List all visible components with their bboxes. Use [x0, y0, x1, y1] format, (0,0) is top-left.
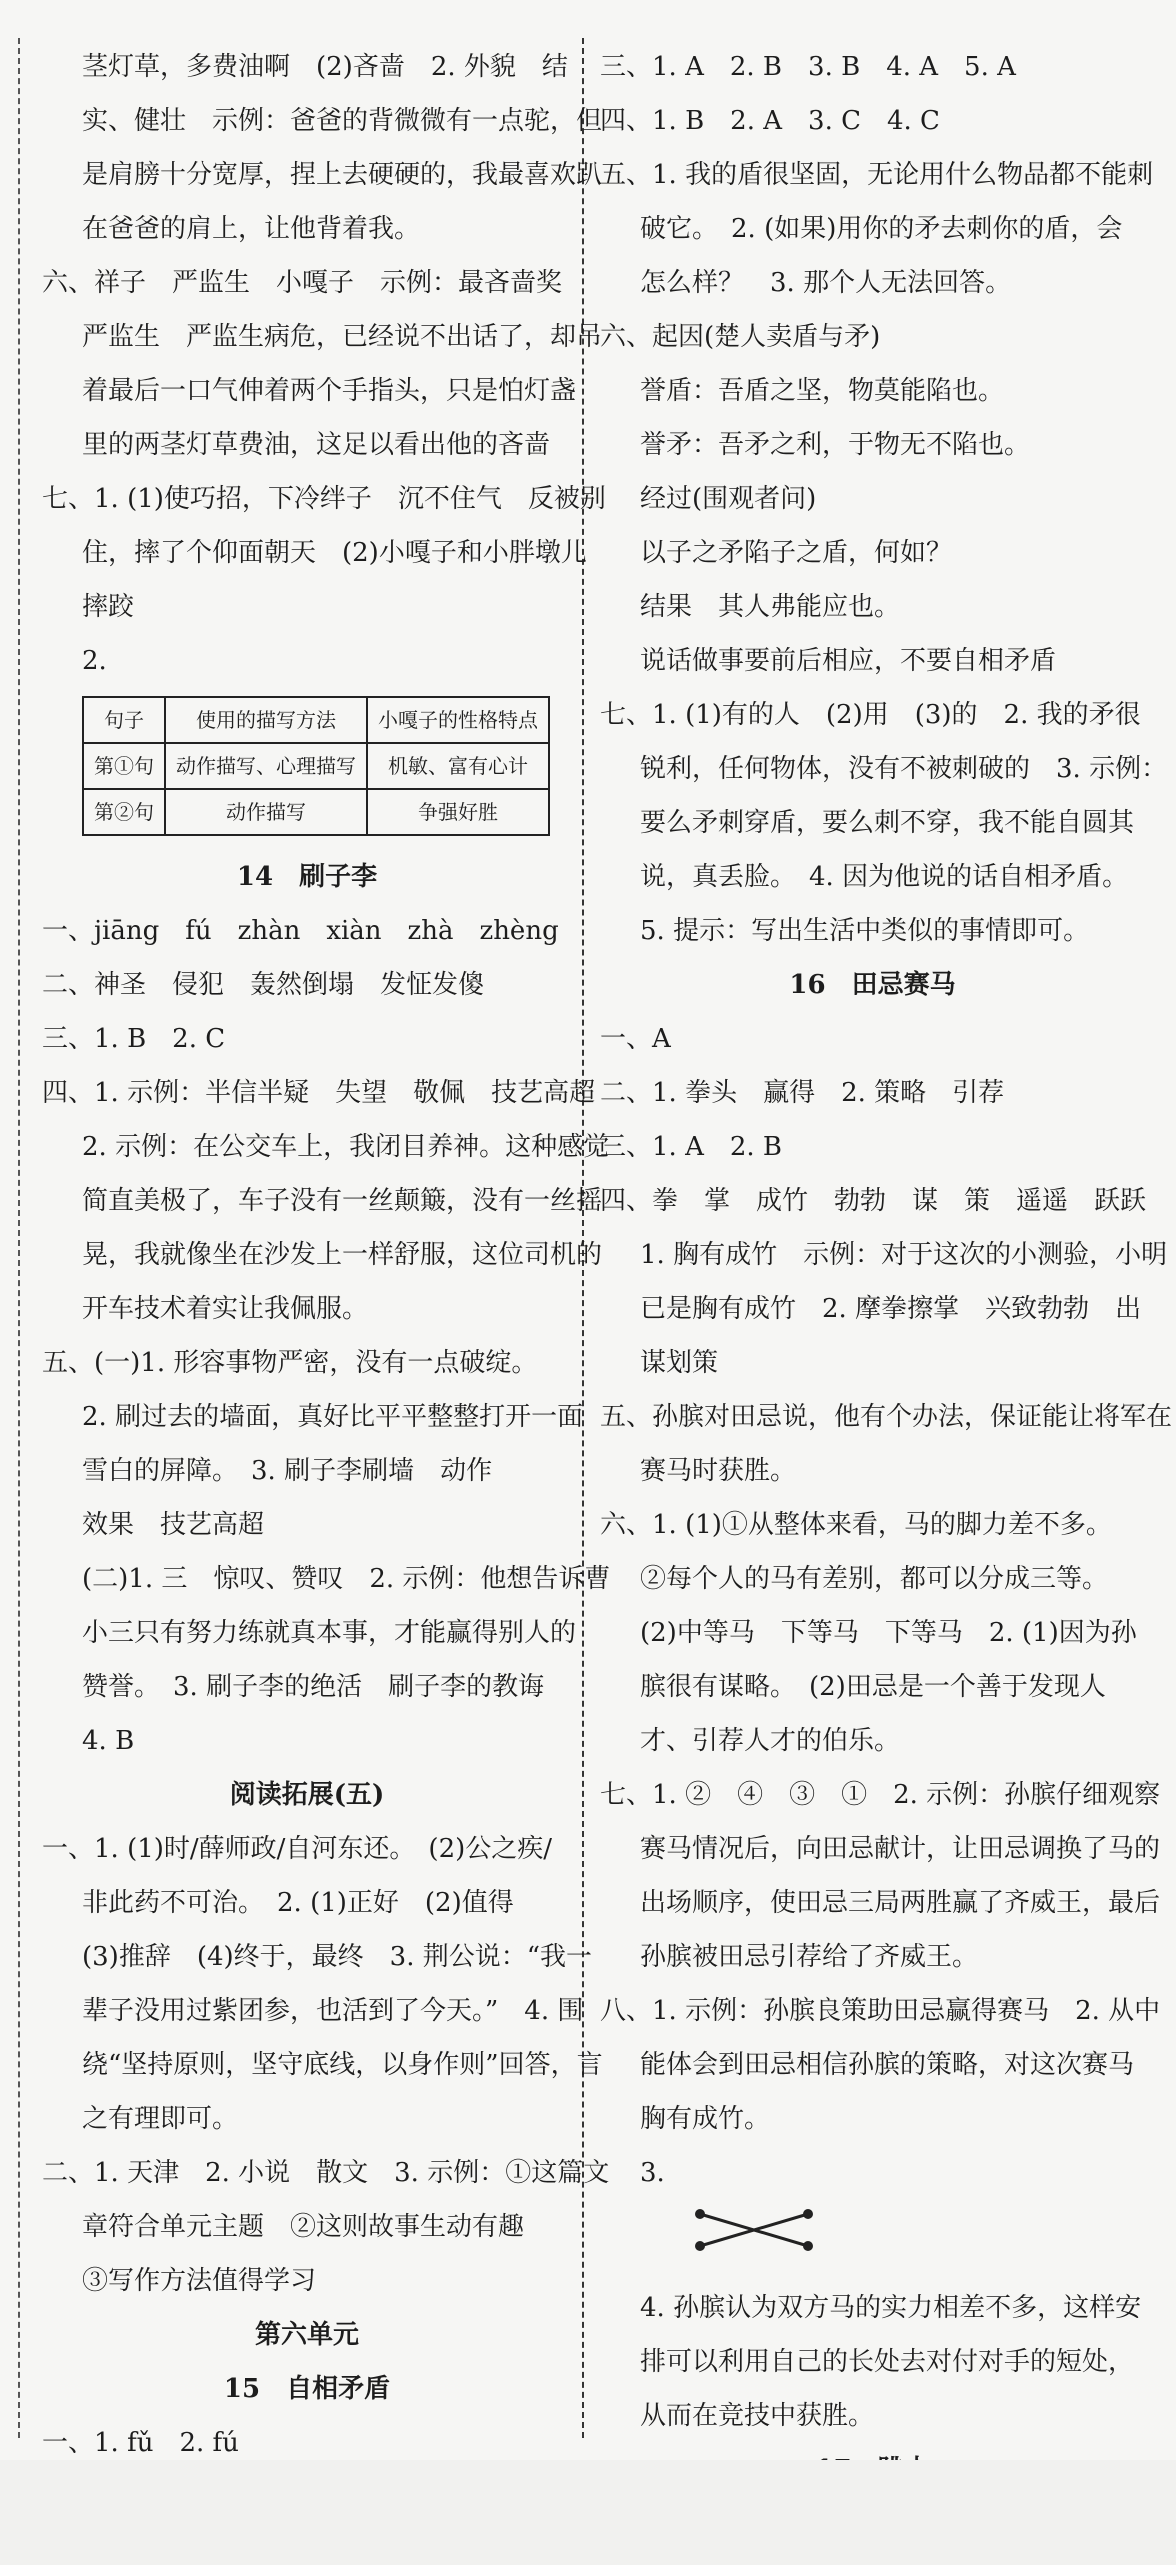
answer-line: 七、1. (1)使巧招，下冷绊子 沉不住气 反被别: [42, 484, 606, 514]
answer-line: 赞誉。 3. 刷子李的绝活 刷子李的教诲: [82, 1672, 545, 1702]
answer-line: 是肩膀十分宽厚，捏上去硬硬的，我最喜欢趴: [82, 160, 603, 190]
answer-line: 一、1. (1)时/薛师政/自河东还。 (2)公之疾/: [42, 1834, 553, 1864]
answer-line: 七、1. ② ④ ③ ① 2. 示例：孙膑仔细观察: [600, 1780, 1161, 1810]
answer-line: 雪白的屏障。 3. 刷子李刷墙 动作: [82, 1456, 493, 1486]
table-cell: 机敏、富有心计: [367, 743, 549, 789]
answer-line: 八、1. 示例：孙膑良策助田忌赢得赛马 2. 从中: [600, 1996, 1161, 2026]
binding-margin-rule: [18, 38, 20, 2438]
answer-line: 简直美极了，车子没有一丝颠簸，没有一丝摇: [82, 1186, 603, 1216]
lesson-title: 14 刷子李: [236, 862, 378, 892]
answer-line: 排可以利用自己的长处去对付对手的短处，: [640, 2347, 1135, 2377]
answer-line: 2.: [82, 646, 107, 676]
unit-title: 第六单元: [254, 2320, 359, 2350]
answer-line: 七、1. (1)有的人 (2)用 (3)的 2. 我的矛很: [600, 700, 1141, 730]
answer-line: 以子之矛陷子之盾，何如？: [640, 538, 953, 568]
answer-line: 誉矛：吾矛之利，于物无不陷也。: [640, 430, 1031, 460]
answer-line: 六、起因(楚人卖盾与矛): [600, 322, 881, 352]
answer-line: 二、神圣 侵犯 轰然倒塌 发怔发傻: [42, 970, 485, 1000]
answer-line: 谋划策: [640, 1348, 719, 1378]
table-cell: 第①句: [83, 743, 165, 789]
answer-line: ②每个人的马有差别，都可以分成三等。: [640, 1564, 1109, 1594]
answer-line: 辈子没用过紫团参，也活到了今天。” 4. 围: [82, 1996, 584, 2026]
answer-line: 六、1. (1)①从整体来看，马的脚力差不多。: [600, 1510, 1112, 1540]
answer-line: 开车技术着实让我佩服。: [82, 1294, 369, 1324]
table-row: [83, 743, 549, 789]
answer-line: 怎么样？ 3. 那个人无法回答。: [640, 268, 1012, 298]
answer-line: 四、1. 示例：半信半疑 失望 敬佩 技艺高超: [42, 1078, 596, 1108]
answer-line: 2. 示例：在公交车上，我闭目养神。这种感觉: [82, 1132, 610, 1162]
answer-line: 膑很有谋略。 (2)田忌是一个善于发现人: [640, 1672, 1106, 1702]
answer-line: 结果 其人弗能应也。: [640, 592, 901, 622]
table-cell: 动作描写、心理描写: [165, 743, 367, 789]
answer-line: 孙膑被田忌引荐给了齐威王。: [640, 1942, 979, 1972]
answer-line: 赛马情况后，向田忌献计，让田忌调换了马的: [640, 1834, 1161, 1864]
answer-line: 才、引荐人才的伯乐。: [640, 1726, 901, 1756]
answer-line: 1. 胸有成竹 示例：对于这次的小测验，小明: [640, 1240, 1168, 1270]
answer-line: 三、1. A 2. B 3. B 4. A 5. A: [600, 52, 1016, 82]
answer-line: 要么矛刺穿盾，要么刺不穿，我不能自圆其: [640, 808, 1135, 838]
answer-line: 非此药不可治。 2. (1)正好 (2)值得: [82, 1888, 514, 1918]
answer-line: 里的两茎灯草费油，这足以看出他的吝啬: [82, 430, 551, 460]
answer-line: 五、1. 我的盾很坚固，无论用什么物品都不能刺: [600, 160, 1154, 190]
answer-line: 胸有成竹。: [640, 2104, 771, 2134]
answer-line: 已是胸有成竹 2. 摩拳擦掌 兴致勃勃 出: [640, 1294, 1142, 1324]
answer-line: 晃，我就像坐在沙发上一样舒服，这位司机的: [82, 1240, 603, 1270]
table-header: 使用的描写方法: [165, 697, 367, 743]
answer-line: 赛马时获胜。: [640, 1456, 797, 1486]
answer-line: 4. B: [82, 1726, 135, 1756]
page-bottom-margin: [0, 2460, 1176, 2565]
answer-line: 能体会到田忌相信孙膑的策略，对这次赛马: [640, 2050, 1135, 2080]
table-header: 小嘎子的性格特点: [367, 697, 549, 743]
answer-line: ③写作方法值得学习: [82, 2266, 317, 2296]
answer-line: 从而在竞技中获胜。: [640, 2401, 875, 2431]
left-column: [42, 40, 611, 2524]
answer-line: 四、拳 掌 成竹 勃勃 谋 策 遥遥 跃跃: [600, 1186, 1147, 1216]
matching-lines-figure: [680, 2200, 830, 2262]
answer-line: 住，摔了个仰面朝天 (2)小嘎子和小胖墩儿: [82, 538, 587, 568]
table-cell: 争强好胜: [367, 789, 549, 835]
answer-line: 六、祥子 严监生 小嘎子 示例：最吝啬奖: [42, 268, 563, 298]
answer-line: 说，真丢脸。 4. 因为他说的话自相矛盾。: [640, 862, 1129, 892]
answer-line: 三、1. A 2. B: [600, 1132, 783, 1162]
answer-line: 说话做事要前后相应，不要自相矛盾: [640, 646, 1057, 676]
answer-line: (二)1. 三 惊叹、赞叹 2. 示例：他想告诉曹: [82, 1564, 611, 1594]
right-column: [600, 40, 1173, 2551]
answer-line: 之有理即可。: [82, 2104, 239, 2134]
answer-line: 五、孙膑对田忌说，他有个办法，保证能让将军在: [600, 1402, 1173, 1432]
table-row: [83, 789, 549, 835]
answer-line: 三、1. B 2. C: [42, 1024, 226, 1054]
description-table: [82, 696, 550, 836]
answer-line: 效果 技艺高超: [82, 1510, 265, 1540]
answer-line: 一、jiāng fú zhàn xiàn zhà zhèng: [42, 916, 559, 946]
answer-line: (2)中等马 下等马 下等马 2. (1)因为孙: [640, 1618, 1137, 1648]
answer-line: 一、A: [600, 1024, 671, 1054]
answer-line: 章符合单元主题 ②这则故事生动有趣: [82, 2212, 525, 2242]
answer-line: 二、1. 拳头 赢得 2. 策略 引荐: [600, 1078, 1005, 1108]
answer-line: 3.: [640, 2158, 665, 2188]
answer-line: 绕“坚持原则，坚守底线，以身作则”回答，言: [82, 2050, 603, 2080]
table-header: 句子: [83, 697, 165, 743]
answer-line: 小三只有努力练就真本事，才能赢得别人的: [82, 1618, 577, 1648]
lesson-title: 15 自相矛盾: [223, 2374, 391, 2404]
table-cell: 动作描写: [165, 789, 367, 835]
answer-line: 茎灯草，多费油啊 (2)吝啬 2. 外貌 结: [82, 52, 568, 82]
answer-line: 在爸爸的肩上，让他背着我。: [82, 214, 421, 244]
answer-line: 五、(一)1. 形容事物严密，没有一点破绽。: [42, 1348, 538, 1378]
answer-line: 4. 孙膑认为双方马的实力相差不多，这样安: [640, 2293, 1142, 2323]
answer-line: 出场顺序，使田忌三局两胜赢了齐威王，最后: [640, 1888, 1161, 1918]
section-title: 阅读拓展(五): [229, 1780, 385, 1810]
table-cell: 第②句: [83, 789, 165, 835]
answer-line: 四、1. B 2. A 3. C 4. C: [600, 106, 940, 136]
answer-line: 实、健壮 示例：爸爸的背微微有一点驼，但: [82, 106, 603, 136]
answer-line: 二、1. 天津 2. 小说 散文 3. 示例：①这篇文: [42, 2158, 610, 2188]
answer-line: 摔跤: [82, 592, 135, 622]
answer-line: 5. 提示：写出生活中类似的事情即可。: [640, 916, 1090, 946]
answer-line: 破它。 2. (如果)用你的矛去刺你的盾，会: [640, 214, 1123, 244]
lesson-title: 16 田忌赛马: [789, 970, 956, 1000]
answer-line: (3)推辞 (4)终于，最终 3. 荆公说：“我一: [82, 1942, 593, 1972]
answer-line: 誉盾：吾盾之坚，物莫能陷也。: [640, 376, 1005, 406]
answer-line: 锐利，任何物体，没有不被刺破的 3. 示例：: [640, 754, 1168, 784]
answer-line: 着最后一口气伸着两个手指头，只是怕灯盏: [82, 376, 577, 406]
answer-line: 一、1. fǔ 2. fú: [42, 2428, 239, 2458]
answer-line: 2. 刷过去的墙面，真好比平平整整打开一面: [82, 1402, 584, 1432]
table-header-row: [83, 697, 549, 743]
answer-line: 经过(围观者问): [640, 484, 817, 514]
answer-line: 严监生 严监生病危，已经说不出话了，却吊: [82, 322, 603, 352]
